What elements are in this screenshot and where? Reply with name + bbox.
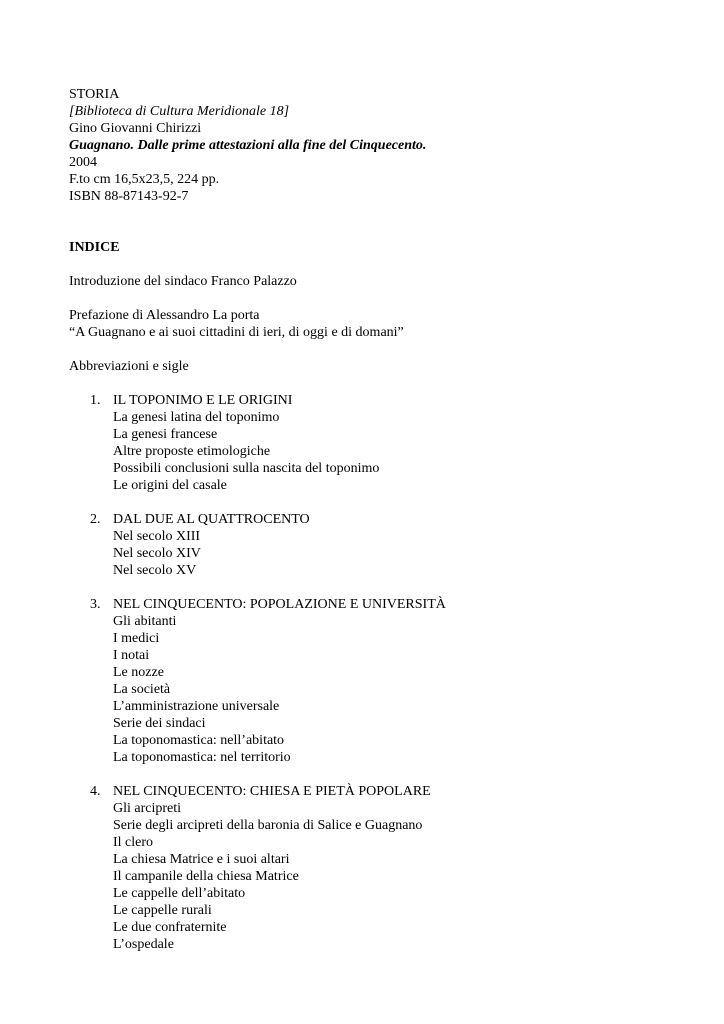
chapter-section-item: Serie dei sindaci: [113, 716, 206, 731]
author-name: Gino Giovanni Chirizzi: [69, 121, 202, 136]
chapter-heading: [69, 511, 684, 579]
index-heading: INDICE: [69, 240, 120, 255]
isbn: ISBN 88-87143-92-7: [69, 189, 189, 204]
chapter-title: NEL CINQUECENTO: CHIESA E PIETÀ POPOLARE: [113, 784, 431, 799]
chapter-section-item: Serie degli arcipreti della baronia di Salice e Guagnano: [113, 818, 423, 833]
chapter-section-item: Nel secolo XV: [113, 563, 197, 578]
chapter-section-item: Il clero: [113, 835, 154, 850]
chapter-section-item: Le nozze: [113, 665, 164, 680]
chapter-title: IL TOPONIMO E LE ORIGINI: [113, 393, 293, 408]
introduction-entry: Introduzione del sindaco Franco Palazzo: [69, 274, 297, 289]
book-title: Guagnano. Dalle prime attestazioni alla fine del Cinquecento.: [69, 138, 427, 153]
publication-year: 2004: [69, 155, 97, 170]
chapter-section-item: Gli arcipreti: [113, 801, 182, 816]
chapter-section-item: Il campanile della chiesa Matrice: [113, 869, 299, 884]
chapter-section-item: La società: [113, 682, 171, 697]
chapter-block: [69, 783, 684, 953]
chapter-number: 4.: [90, 784, 101, 799]
chapter-section-item: Nel secolo XIII: [113, 529, 201, 544]
abbreviations-entry: Abbreviazioni e sigle: [69, 359, 189, 374]
chapter-title: DAL DUE AL QUATTROCENTO: [113, 512, 310, 527]
category-label: STORIA: [69, 87, 120, 102]
chapter-number: 1.: [90, 393, 101, 408]
chapter-section-item: Le due confraternite: [113, 920, 227, 935]
chapter-section-item: La toponomastica: nell’abitato: [113, 733, 285, 748]
chapter-section-item: Le cappelle rurali: [113, 903, 212, 918]
book-format: F.to cm 16,5x23,5, 224 pp.: [69, 172, 220, 187]
chapter-section-item: La genesi latina del toponimo: [113, 410, 280, 425]
chapter-heading: [69, 783, 684, 953]
chapter-list: [69, 392, 684, 953]
chapter-block: [69, 511, 684, 579]
chapter-section-item: La toponomastica: nel territorio: [113, 750, 291, 765]
chapter-section-item: Possibili conclusioni sulla nascita del toponimo: [113, 461, 380, 476]
chapter-heading: [69, 596, 684, 766]
chapter-block: [69, 392, 684, 494]
chapter-section-item: L’ospedale: [113, 937, 174, 952]
chapter-section-item: Nel secolo XIV: [113, 546, 201, 561]
chapter-number: 2.: [90, 512, 101, 527]
preface-subtitle: “A Guagnano e ai suoi cittadini di ieri, di oggi e di domani”: [69, 325, 404, 340]
chapter-section-item: La genesi francese: [113, 427, 218, 442]
chapter-heading: [69, 392, 684, 494]
chapter-section-item: La chiesa Matrice e i suoi altari: [113, 852, 290, 867]
chapter-section-item: L’amministrazione universale: [113, 699, 280, 714]
chapter-block: [69, 596, 684, 766]
chapter-section-item: I medici: [113, 631, 160, 646]
chapter-section-item: Le cappelle dell’abitato: [113, 886, 246, 901]
chapter-title: NEL CINQUECENTO: POPOLAZIONE E UNIVERSITÀ: [113, 597, 446, 612]
chapter-section-item: I notai: [113, 648, 150, 663]
chapter-section-item: Gli abitanti: [113, 614, 177, 629]
chapter-number: 3.: [90, 597, 101, 612]
series-label: [Biblioteca di Cultura Meridionale 18]: [69, 104, 290, 119]
chapter-section-item: Altre proposte etimologiche: [113, 444, 271, 459]
document-page: [69, 86, 684, 970]
chapter-section-item: Le origini del casale: [113, 478, 227, 493]
preface-entry: Prefazione di Alessandro La porta: [69, 308, 260, 323]
